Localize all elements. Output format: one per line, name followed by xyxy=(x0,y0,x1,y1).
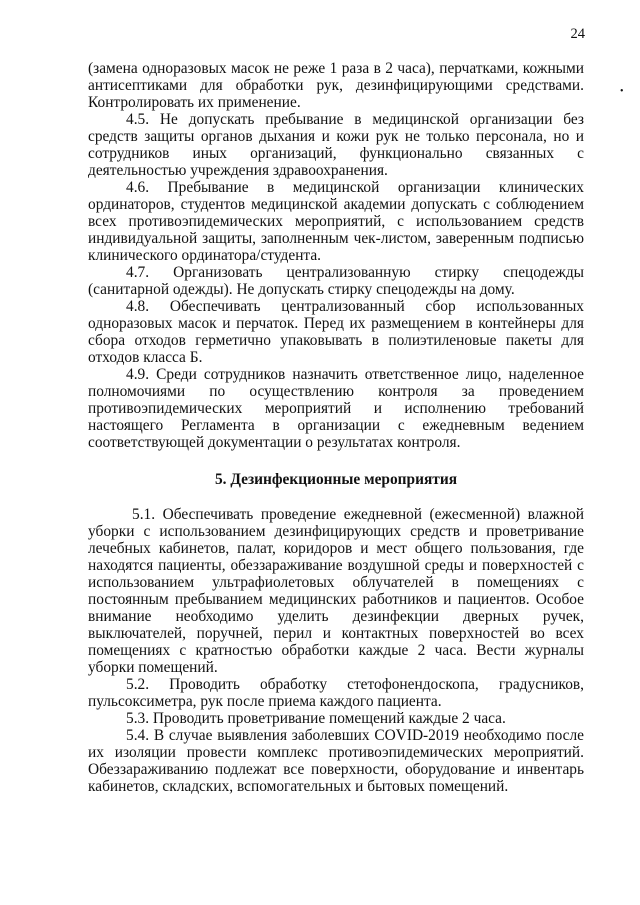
paragraph-4-7: 4.7. Организовать централизованную стирку спецодежды (санитарной одежды). Не допускать стирку спецодежды на дому. xyxy=(88,264,584,298)
page-number: 24 xyxy=(570,26,585,42)
paragraph-5-4: 5.4. В случае выявления заболевших COVID-2019 необходимо после их изоляции провести комплекс противоэпидемических мероприятий. Обеззараживанию подлежат все поверхности, оборудование и инвентарь кабинетов, складских, вспомогательных и бытовых помещений. xyxy=(88,727,584,795)
paragraph-5-2: 5.2. Проводить обработку стетофонендоскопа, градусников, пульсоксиметра, рук после приема каждого пациента. xyxy=(88,676,584,710)
paragraph-4-8: 4.8. Обеспечивать централизованный сбор использованных одноразовых масок и перчаток. Перед их размещением в контейнеры для сбора отходов герметично упаковывать в полиэтиленовые пакеты для отходов класса Б. xyxy=(88,298,584,366)
paragraph-continuation: (замена одноразовых масок не реже 1 раза в 2 часа), перчатками, кожными антисептиками для обработки рук, дезинфицирующими средствами. Контролировать их применение. xyxy=(88,60,584,111)
document-body xyxy=(88,60,584,795)
paragraph-4-5: 4.5. Не допускать пребывание в медицинской организации без средств защиты органов дыхания и кожи рук не только персонала, но и сотрудников иных организаций, функционально связанных с деятельностью учреждения здравоохранения. xyxy=(88,111,584,179)
paragraph-5-3: 5.3. Проводить проветривание помещений каждые 2 часа. xyxy=(126,710,506,727)
paragraph-4-6: 4.6. Пребывание в медицинской организации клинических ординаторов, студентов медицинской академии допускать с соблюдением всех противоэпидемических мероприятий, с использованием средств индивидуальной защиты, заполненным чек-листом, заверенным подписью клинического ординатора/студента. xyxy=(88,179,584,264)
paragraph-4-9: 4.9. Среди сотрудников назначить ответственное лицо, наделенное полномочиями по осуществлению контроля за проведением противоэпидемических мероприятий и исполнению требований настоящего Регламента в организации с ежедневным ведением соответствующей документации о результатах контроля. xyxy=(88,366,584,451)
scan-dot: • xyxy=(620,86,624,97)
paragraph-5-1: 5.1. Обеспечивать проведение ежедневной (ежесменной) влажной уборки с использованием дезинфицирующих средств и проветривание лечебных кабинетов, палат, коридоров и мест общего пользования, где находятся пациенты, обеззараживание воздушной среды и поверхностей с использованием ультрафиолетовых облучателей в помещениях с постоянным пребыванием медицинских работников и пациентов. Особое внимание необходимо уделить дезинфекции дверных ручек, выключателей, поручней, перил и контактных поверхностей во всех помещениях с кратностью обработки каждые 2 часа. Вести журналы уборки помещений. xyxy=(88,506,584,676)
section-title: 5. Дезинфекционные мероприятия xyxy=(214,471,458,488)
